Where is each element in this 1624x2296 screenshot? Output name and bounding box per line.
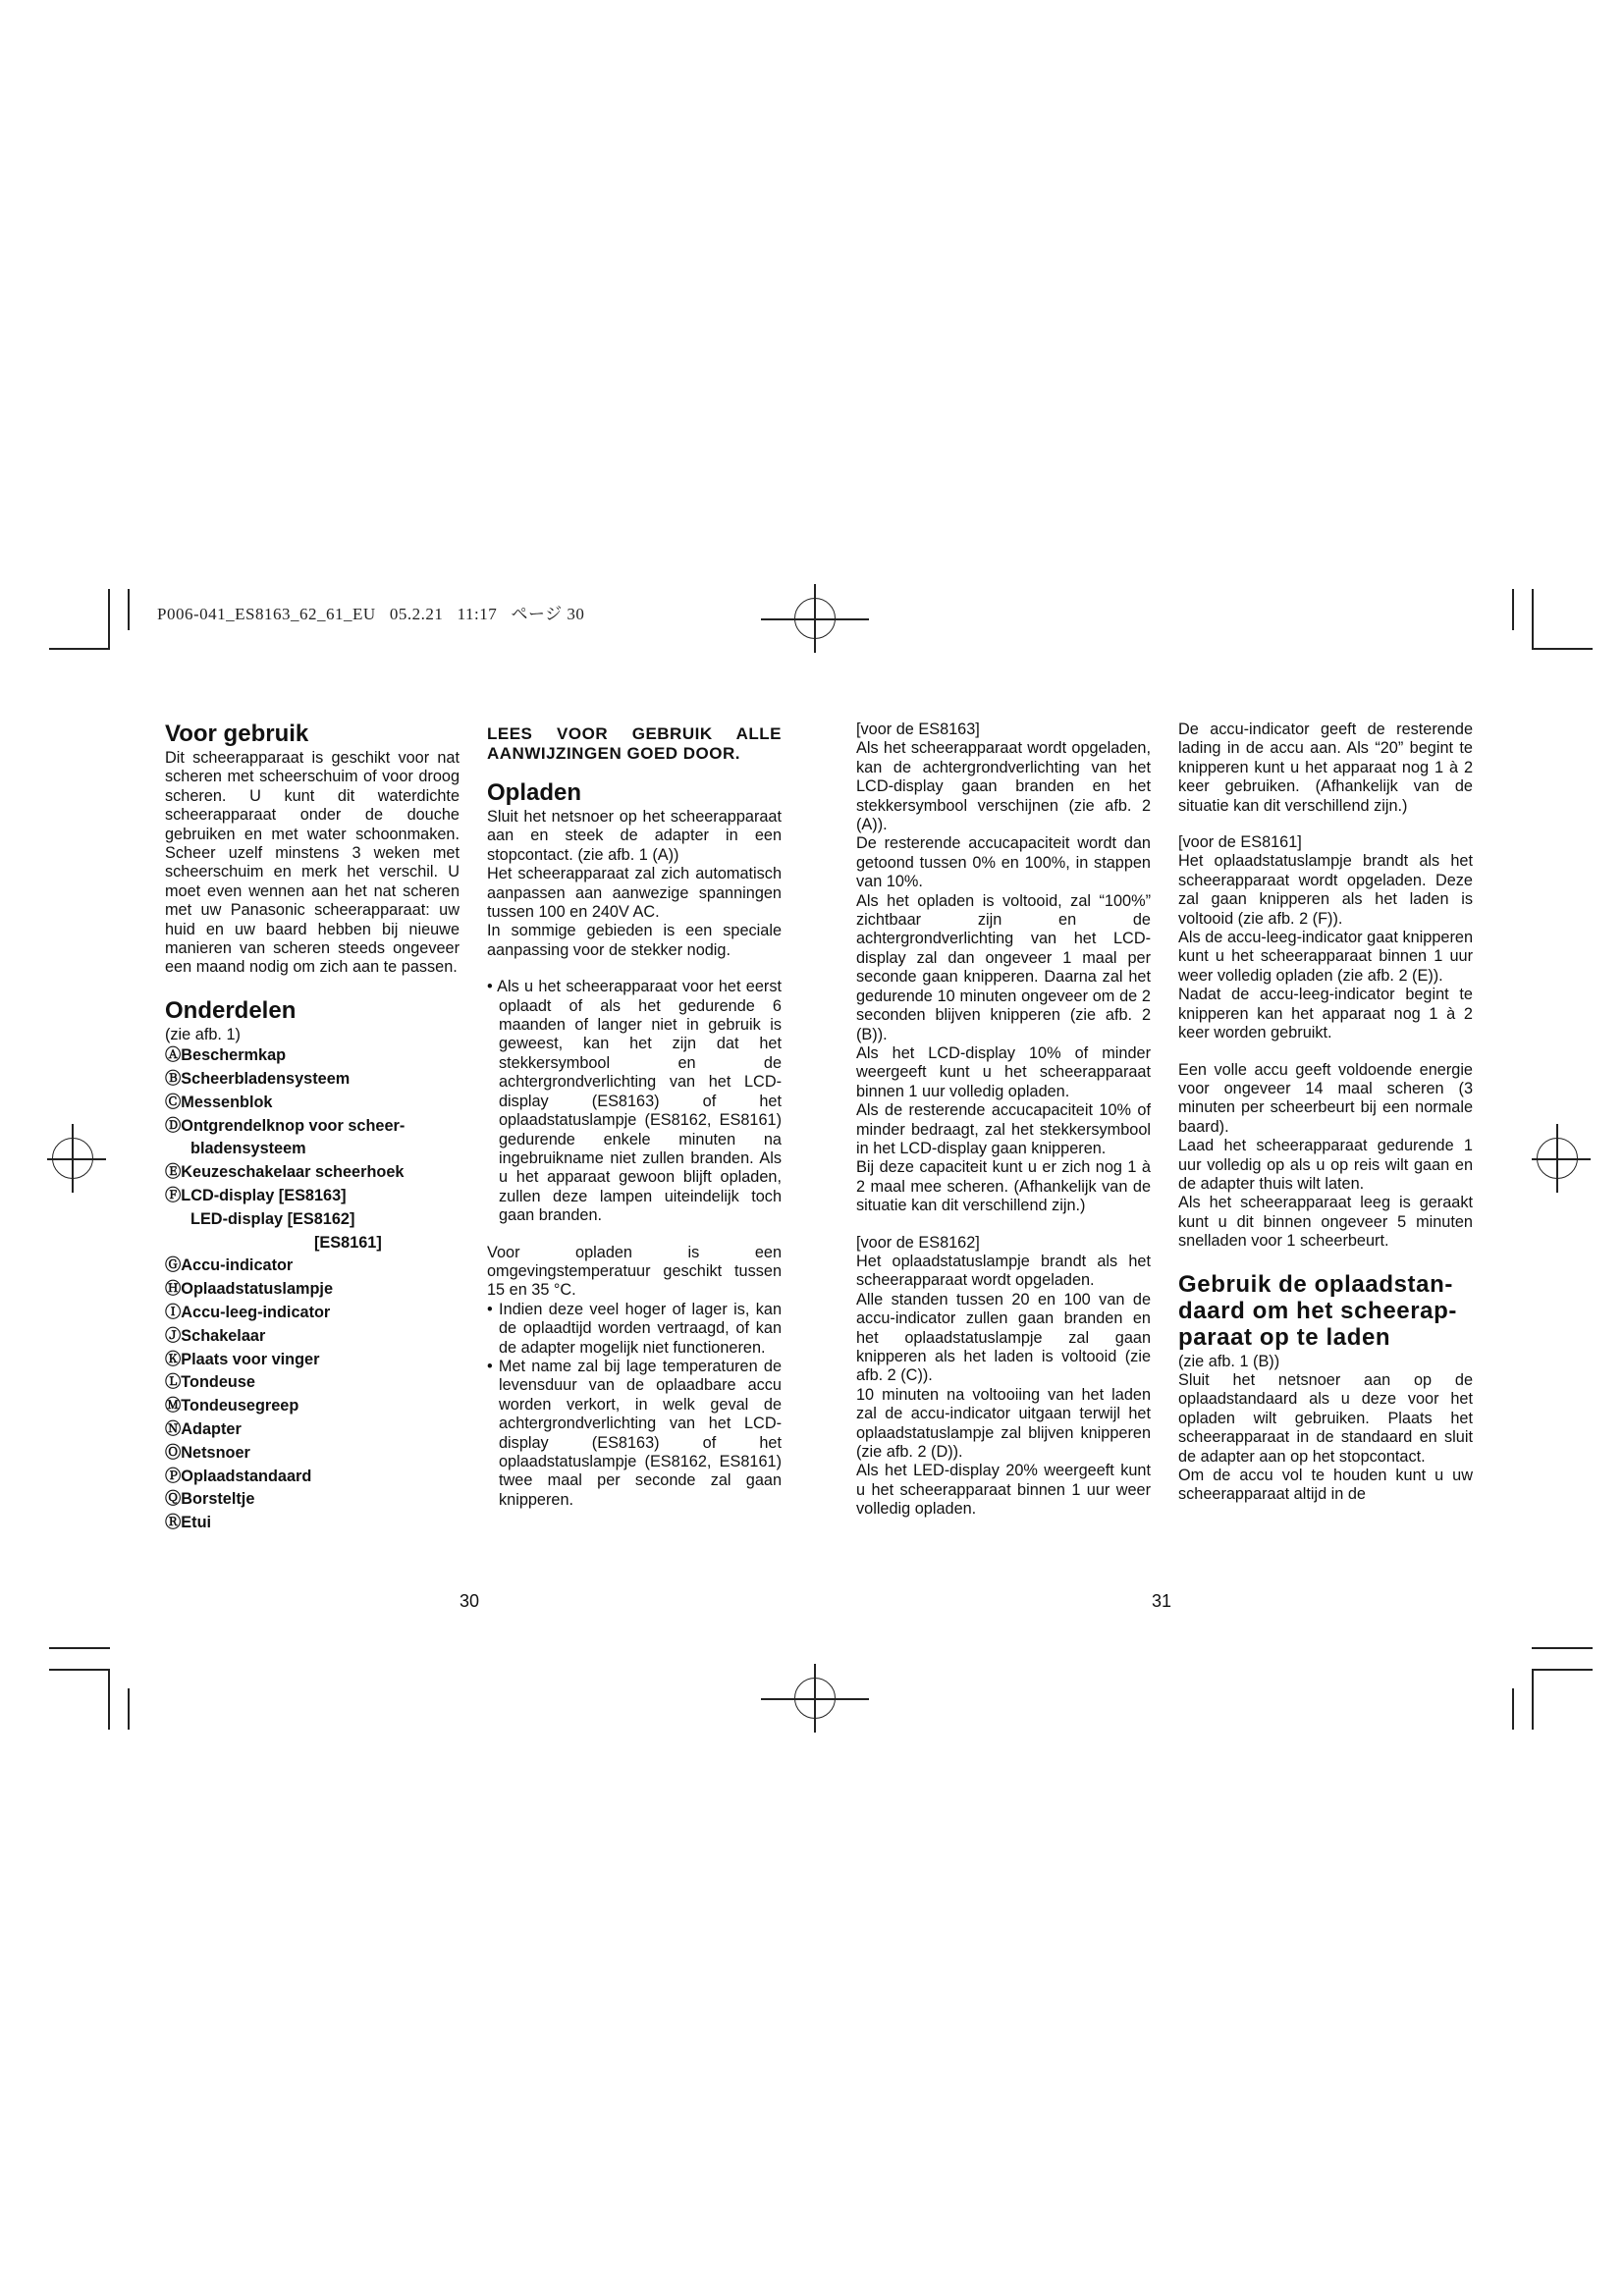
crop-mark bbox=[108, 589, 110, 650]
es8161-p2: Het oplaadstatuslampje brandt als het scheerapparaat wordt opgeladen. Deze zal gaan knipperen als het laden is voltooid (zie afb. 2 (F)). bbox=[1178, 852, 1473, 928]
crop-mark bbox=[49, 1647, 110, 1649]
es8161-p4: Nadat de accu-leeg-indicator begint te knipperen kan het apparaat nog 1 à 2 keer worden gebruikt. bbox=[1178, 986, 1473, 1042]
es8162-p8: Alle standen tussen 20 en 100 van de accu-indicator zullen gaan branden en het oplaadstatuslampje zal gaan knipperen als het laden is voltooid (zie afb. 2 (C)). bbox=[856, 1290, 1151, 1385]
oplaadstandaard-ref: (zie afb. 1 (B)) bbox=[1178, 1352, 1280, 1370]
es8162-p10: Als het LED-display 20% weergeeft kunt u het scheerapparaat binnen 1 uur weer volledig opladen. bbox=[856, 1462, 1151, 1519]
crop-mark bbox=[1532, 648, 1593, 650]
registration-line bbox=[814, 584, 816, 653]
list-item: ⓅOplaadstandaard bbox=[165, 1467, 312, 1485]
es8163-p2: De resterende accucapaciteit wordt dan getoond tussen 0% en 100%, in stappen van 10%. bbox=[856, 834, 1151, 891]
crop-mark bbox=[1532, 1647, 1593, 1649]
col4-p9: Om de accu vol te houden kunt u uw scheerapparaat altijd in de bbox=[1178, 1467, 1473, 1504]
opladen-bullet-2: • Indien deze veel hoger of lager is, kan de oplaadtijd worden vertraagd, of kan de adapter mogelijk niet functioneren. bbox=[487, 1300, 782, 1357]
list-item: ⒻLCD-display [ES8163] bbox=[165, 1187, 347, 1205]
crop-mark bbox=[128, 589, 130, 630]
column-4 bbox=[1178, 721, 1473, 1505]
heading-line: paraat op te laden bbox=[1178, 1323, 1391, 1351]
col4-p1: De accu-indicator geeft de resterende lading in de accu aan. Als “20” begint te knipperen kunt u het apparaat nog 1 à 2 keer gebruiken. (Afhankelijk van de situatie kan dit verschillend zijn.) bbox=[1178, 721, 1473, 815]
list-item: ⓄNetsnoer bbox=[165, 1443, 250, 1462]
registration-line bbox=[72, 1124, 74, 1193]
column-3 bbox=[856, 721, 1151, 1520]
list-item: ⓀPlaats voor vinger bbox=[165, 1350, 320, 1368]
crop-mark bbox=[108, 1669, 110, 1730]
list-item: ⒽOplaadstatuslampje bbox=[165, 1280, 334, 1299]
opladen-p4: Voor opladen is een omgevingstemperatuur geschikt tussen 15 en 35 °C. bbox=[487, 1243, 782, 1300]
list-item: LED-display [ES8162] bbox=[190, 1209, 355, 1228]
page-number-right: 31 bbox=[1152, 1591, 1172, 1611]
list-item: ⒺKeuzeschakelaar scheerhoek bbox=[165, 1163, 405, 1182]
list-item: ⒹOntgrendelknop voor scheer- bbox=[165, 1116, 406, 1135]
slug-date: 05.2.21 bbox=[389, 605, 444, 623]
es8163-p6: Bij deze capaciteit kunt u er zich nog 1 à 2 maal mee scheren. (Afhankelijk van de situatie kan dit verschillend zijn.) bbox=[856, 1158, 1151, 1215]
slug-time: 11:17 bbox=[457, 605, 498, 623]
es8163-p4: Als het LCD-display 10% of minder weergeeft kunt u het scheerapparaat binnen 1 uur volledig opladen. bbox=[856, 1043, 1151, 1100]
es8161-p3: Als de accu-leeg-indicator gaat knipperen kunt u het scheerapparaat binnen 1 uur weer volledig opladen (zie afb. 2 (E)). bbox=[1178, 929, 1473, 985]
list-item: ⒼAccu-indicator bbox=[165, 1256, 294, 1275]
list-item: ⒿSchakelaar bbox=[165, 1326, 266, 1345]
es8162-p9: 10 minuten na voltooiing van het laden zal de accu-indicator uitgaan terwijl het oplaadstatuslampje zal blijven knipperen (zie afb. 2 (D)). bbox=[856, 1385, 1151, 1462]
crop-mark bbox=[49, 648, 110, 650]
crop-mark bbox=[49, 1669, 110, 1671]
col4-p7: Als het scheerapparaat leeg is geraakt kunt u dit binnen ongeveer 5 minuten snelladen voor 1 scheerbeurt. bbox=[1178, 1194, 1473, 1251]
crop-mark bbox=[128, 1688, 130, 1730]
voor-gebruik-text: Dit scheerapparaat is geschikt voor nat scheren met scheerschuim of voor droog scheren. U kunt dit waterdichte scheerapparaat onder de douche gebruiken en met water schoonmaken. Scheer uzelf minstens 3 weken met scheerschuim en merk het verschil. U moet even wennen aan het nat scheren met uw Panasonic scheerapparaat: uw huid en uw baard hebben bij nieuwe manieren van scheren steeds ongeveer een maand nodig om zich aan te passen. bbox=[165, 749, 460, 977]
opladen-p3: In sommige gebieden is een speciale aanpassing voor de stekker nodig. bbox=[487, 922, 782, 959]
onderdelen-ref: (zie afb. 1) bbox=[165, 1025, 241, 1043]
list-item: ⓆBorsteltje bbox=[165, 1490, 255, 1509]
slug-page-label: ページ 30 bbox=[511, 605, 585, 623]
registration-line bbox=[1556, 1124, 1558, 1193]
column-2 bbox=[487, 724, 782, 1510]
list-item: ⒶBeschermkap bbox=[165, 1046, 287, 1065]
page-number-left: 30 bbox=[460, 1591, 480, 1611]
crop-mark bbox=[1532, 1669, 1593, 1671]
col4-p8: Sluit het netsnoer aan op de oplaadstandaard als u deze voor het opladen wilt gebruiken. Plaats het scheerapparaat in de standaard en sluit de adapter aan op het stopcontact. bbox=[1178, 1370, 1473, 1466]
list-item: ⒸMessenblok bbox=[165, 1093, 273, 1111]
list-item: ⓁTondeuse bbox=[165, 1373, 255, 1392]
registration-line bbox=[814, 1664, 816, 1733]
opladen-p1: Sluit het netsnoer op het scheerapparaat aan en steek de adapter in een stopcontact. (zie afb. 1 (A)) bbox=[487, 808, 782, 864]
slug-file: P006-041_ES8163_62_61_EU bbox=[157, 605, 376, 623]
heading-line: daard om het scheerap- bbox=[1178, 1297, 1457, 1324]
heading-oplaadstandaard bbox=[1178, 1271, 1473, 1351]
list-item: bladensysteem bbox=[190, 1140, 306, 1158]
tag-es8162: [voor de ES8162] bbox=[856, 1233, 980, 1252]
es8163-p5: Als de resterende accucapaciteit 10% of minder bedraagt, zal het stekkersymbool in het LCD-display gaan knipperen. bbox=[856, 1101, 1151, 1157]
opladen-p2: Het scheerapparaat zal zich automatisch aanpassen aan aanwezige spanningen tussen 100 en 240V AC. bbox=[487, 865, 782, 922]
column-1 bbox=[165, 721, 460, 1535]
crop-mark bbox=[1532, 1669, 1534, 1730]
print-slug bbox=[157, 600, 584, 624]
warning-heading: LEES VOOR GEBRUIK ALLE AANWIJZINGEN GOED DOOR. bbox=[487, 724, 782, 763]
col4-p6: Laad het scheerapparaat gedurende 1 uur volledig op als u op reis wilt gaan en de adapter thuis wilt laten. bbox=[1178, 1137, 1473, 1193]
tag-es8161: [voor de ES8161] bbox=[1178, 833, 1302, 852]
list-item: ⓃAdapter bbox=[165, 1420, 242, 1439]
col4-p5: Een volle accu geeft voldoende energie voor ongeveer 14 maal scheren (3 minuten per scheerbeurt bij een normale baard). bbox=[1178, 1060, 1473, 1136]
opladen-bullet-3: • Met name zal bij lage temperaturen de levensduur van de oplaadbare accu worden verkort, in welk geval de achtergrondverlichting van het LCD-display (ES8163) of het oplaadstatuslampje (ES8162, ES8161) twee maal per seconde zal gaan knipperen. bbox=[487, 1357, 782, 1509]
heading-voor-gebruik: Voor gebruik bbox=[165, 721, 309, 747]
es8163-p3: Als het opladen is voltooid, zal “100%” zichtbaar zijn en de achtergrondverlichting van het LCD-display zal dan ongeveer 1 maal per seconde gaan knipperen. Daarna zal het gedurende 10 minuten ongeveer om de 2 seconden blijven knipperen (zie afb. 2 (B)). bbox=[856, 891, 1151, 1043]
list-item: ⒾAccu-leeg-indicator bbox=[165, 1304, 331, 1322]
list-item: [ES8161] bbox=[314, 1233, 382, 1252]
es8162-p7: Het oplaadstatuslampje brandt als het scheerapparaat wordt opgeladen. bbox=[856, 1252, 1151, 1290]
heading-line: Gebruik de oplaadstan- bbox=[1178, 1270, 1453, 1298]
heading-opladen: Opladen bbox=[487, 779, 582, 806]
es8163-p1: Als het scheerapparaat wordt opgeladen, kan de achtergrondverlichting van het LCD-display gaan branden en het stekkersymbool verschijnen (zie afb. 2 (A)). bbox=[856, 739, 1151, 834]
crop-mark bbox=[1512, 1688, 1514, 1730]
list-item: ⓂTondeusegreep bbox=[165, 1397, 299, 1415]
opladen-bullet-1: • Als u het scheerapparaat voor het eerst oplaadt of als het gedurende 6 maanden of langer niet in gebruik is geweest, kan het zijn dat het stekkersymbool en de achtergrondverlichting van het LCD-display (ES8163) of het oplaadstatuslampje (ES8162, ES8161) gedurende enkele minuten na ingebruikname niet zullen branden. Als u het apparaat gewoon blijft opladen, zullen deze lampen uiteindelijk toch gaan branden. bbox=[487, 978, 782, 1225]
registration-line bbox=[1532, 1158, 1591, 1160]
tag-es8163: [voor de ES8163] bbox=[856, 721, 980, 738]
crop-mark bbox=[1532, 589, 1534, 650]
parts-list bbox=[165, 1044, 460, 1535]
crop-mark bbox=[1512, 589, 1514, 630]
list-item: ⒷScheerbladensysteem bbox=[165, 1070, 351, 1089]
heading-onderdelen: Onderdelen bbox=[165, 996, 297, 1024]
registration-line bbox=[47, 1158, 106, 1160]
list-item: ⓇEtui bbox=[165, 1514, 212, 1532]
